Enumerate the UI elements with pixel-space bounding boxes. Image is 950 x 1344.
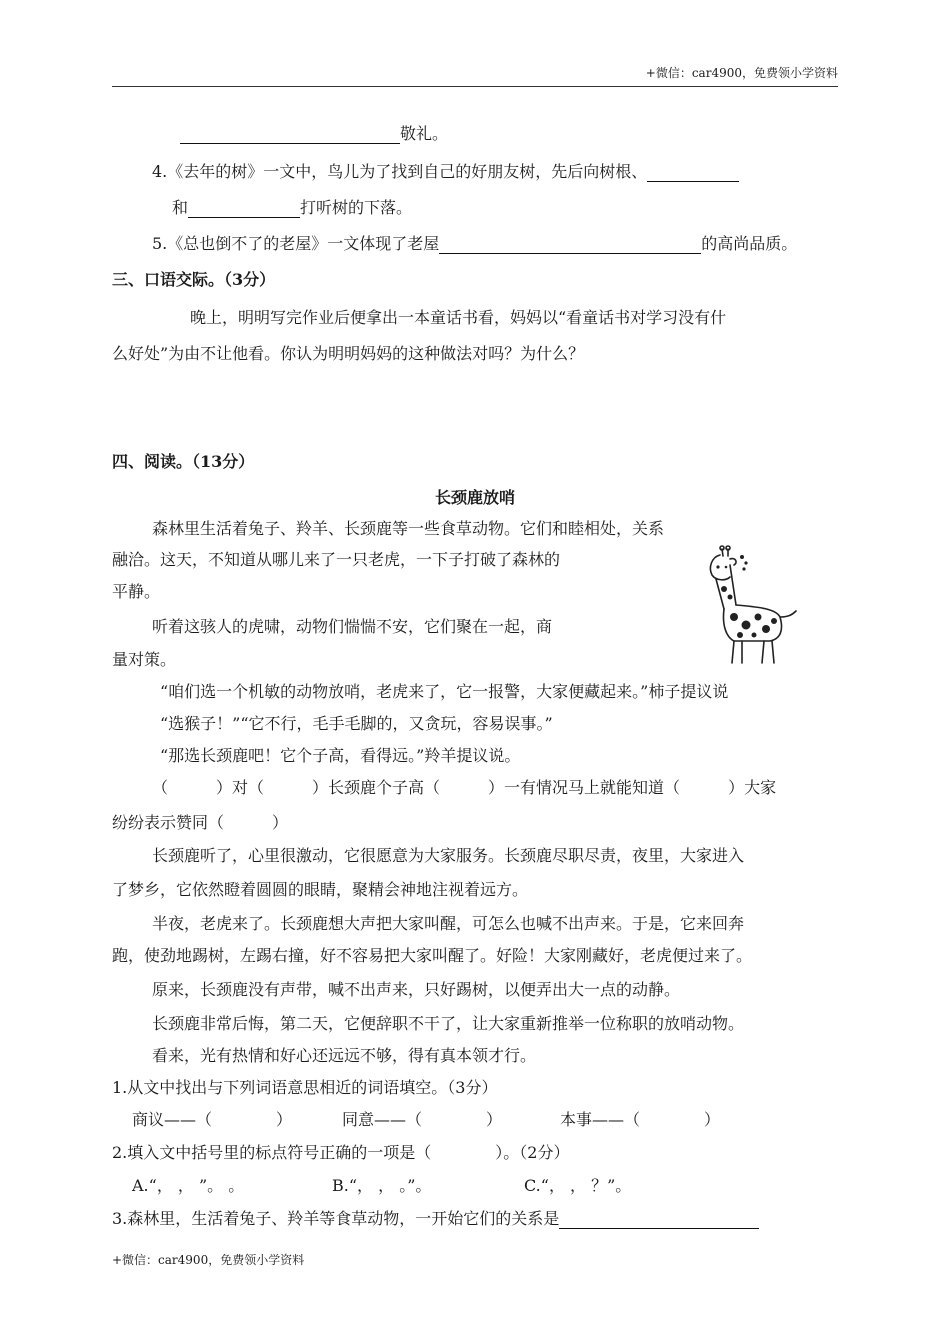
option-a[interactable]: A.“， ， ”。 。 bbox=[132, 1176, 245, 1195]
question-2-text: 2.填入文中括号里的标点符号正确的一项是（ bbox=[112, 1143, 432, 1162]
salute-line bbox=[180, 124, 448, 144]
answer-blank[interactable] bbox=[439, 236, 701, 254]
paren-text: ）大家 bbox=[728, 778, 777, 797]
section-3-paragraph-2: 么好处”为由不让他看。你认为明明妈妈的这种做法对吗？为什么？ bbox=[112, 344, 585, 363]
item-word: 本事——（ bbox=[560, 1110, 641, 1129]
passage-line: 量对策。 bbox=[112, 650, 177, 669]
header-rule bbox=[112, 86, 838, 87]
question-3 bbox=[112, 1209, 759, 1229]
passage-line: 原来，长颈鹿没有声带，喊不出声来，只好踢树，以便弄出大一点的动静。 bbox=[152, 980, 681, 999]
answer-blank[interactable] bbox=[188, 200, 300, 218]
question-4-text: 4.《去年的树》一文中，鸟儿为了找到自己的好朋友树，先后向树根、 bbox=[152, 162, 648, 181]
passage-line: “那选长颈鹿吧！它个子高，看得远。”羚羊提议说。 bbox=[160, 746, 521, 765]
header-note: +微信：car4900，免费领小学资料 bbox=[645, 66, 838, 80]
question-2-end: ）。（2分） bbox=[495, 1143, 570, 1162]
passage-line: 了梦乡，它依然瞪着圆圆的眼睛，聚精会神地注视着远方。 bbox=[112, 880, 529, 899]
section-3-heading: 三、口语交际。（3分） bbox=[112, 270, 276, 289]
answer-blank[interactable] bbox=[180, 126, 400, 144]
question-1-item bbox=[132, 1110, 292, 1130]
paren-close: ） bbox=[272, 813, 289, 832]
question-5-end: 的高尚品质。 bbox=[701, 234, 798, 253]
question-4-line1 bbox=[152, 162, 739, 182]
paren-text: 纷纷表示赞同（ bbox=[112, 813, 225, 832]
option-c[interactable]: C.“， ， ？”。 bbox=[524, 1176, 632, 1195]
paren-text: ）一有情况马上就能知道（ bbox=[488, 778, 681, 797]
passage-line: 融洽。这天，不知道从哪儿来了一只老虎，一下子打破了森林的 bbox=[112, 550, 561, 569]
question-1: 1.从文中找出与下列词语意思相近的词语填空。（3分） bbox=[112, 1078, 498, 1097]
question-5 bbox=[152, 234, 797, 254]
paren-open: （ bbox=[152, 778, 169, 797]
punctuation-blank-line bbox=[152, 778, 776, 798]
passage-line: “选猴子！”“它不行，毛手毛脚的，又贪玩，容易误事。” bbox=[160, 714, 553, 733]
passage-line: 长颈鹿听了，心里很激动，它很愿意为大家服务。长颈鹿尽职尽责，夜里，大家进入 bbox=[152, 846, 745, 865]
passage-line: 跑，使劲地踢树，左踢右撞，好不容易把大家叫醒了。好险！大家刚藏好，老虎便过来了。 bbox=[112, 946, 753, 965]
question-2 bbox=[112, 1143, 569, 1163]
passage-line: “咱们选一个机敏的动物放哨，老虎来了，它一报警，大家便藏起来。”柿子提议说 bbox=[160, 682, 729, 701]
passage-line: 看来，光有热情和好心还远远不够，得有真本领才行。 bbox=[152, 1046, 537, 1065]
passage-line: 听着这骇人的虎啸，动物们惴惴不安，它们聚在一起，商 bbox=[152, 617, 553, 636]
passage-line: 森林里生活着兔子、羚羊、长颈鹿等一些食草动物。它们和睦相处，关系 bbox=[152, 519, 665, 538]
section-3-paragraph-1: 晚上，明明写完作业后便拿出一本童话书看，妈妈以“看童话书对学习没有什 bbox=[190, 308, 727, 327]
passage-line: 平静。 bbox=[112, 582, 161, 601]
question-1-item bbox=[342, 1110, 502, 1130]
item-word: 商议——（ bbox=[132, 1110, 213, 1129]
section-4-heading: 四、阅读。（13分） bbox=[112, 452, 255, 471]
paren-text: ）对（ bbox=[216, 778, 265, 797]
paren-text: ）长颈鹿个子高（ bbox=[312, 778, 441, 797]
question-4-and: 和 bbox=[172, 198, 189, 217]
question-5-text: 5.《总也倒不了的老屋》一文体现了老屋 bbox=[152, 234, 440, 253]
passage-line: 半夜，老虎来了。长颈鹿想大声把大家叫醒，可怎么也喊不出声来。于是，它来回奔 bbox=[152, 914, 745, 933]
item-word: 同意——（ bbox=[342, 1110, 423, 1129]
answer-blank[interactable] bbox=[559, 1211, 759, 1229]
question-1-item bbox=[560, 1110, 720, 1130]
answer-blank[interactable] bbox=[647, 164, 739, 182]
option-b[interactable]: B.“， ， 。”。 bbox=[332, 1176, 432, 1195]
question-3-text: 3.森林里，生活着兔子、羚羊等食草动物，一开始它们的关系是 bbox=[112, 1209, 560, 1228]
passage-title: 长颈鹿放哨 bbox=[434, 488, 515, 507]
question-4-line2 bbox=[172, 198, 412, 218]
paren-close: ） bbox=[704, 1110, 721, 1129]
giraffe-illustration bbox=[700, 545, 800, 670]
paren-close: ） bbox=[486, 1110, 503, 1129]
passage-line: 长颈鹿非常后悔，第二天，它便辞职不干了，让大家重新推举一位称职的放哨动物。 bbox=[152, 1014, 745, 1033]
salute-text: 敬礼。 bbox=[400, 124, 449, 143]
paren-close: ） bbox=[276, 1110, 293, 1129]
punctuation-blank-line-2 bbox=[112, 813, 288, 833]
footer-note: +微信：car4900，免费领小学资料 bbox=[112, 1253, 305, 1267]
question-4-end: 打听树的下落。 bbox=[300, 198, 413, 217]
